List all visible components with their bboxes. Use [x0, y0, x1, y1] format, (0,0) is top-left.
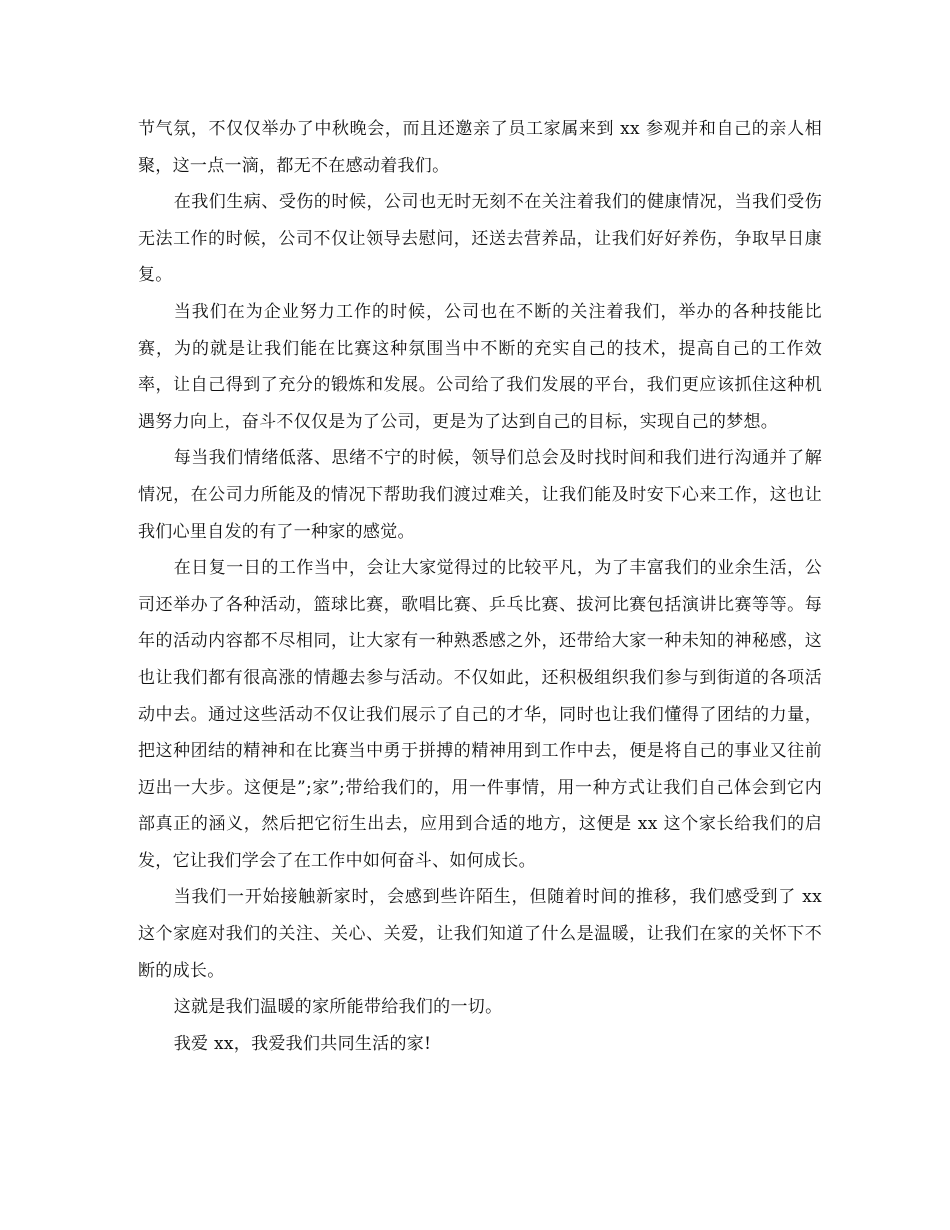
- paragraph-6: 当我们一开始接触新家时，会感到些许陌生，但随着时间的推移，我们感受到了 xx 这个家庭对我们的关注、关心、关爱，让我们知道了什么是温暖，让我们在家的关怀下不断的成长。: [138, 887, 822, 981]
- paragraph-1: 节气氛，不仅仅举办了中秋晚会，而且还邀亲了员工家属来到 xx 参观并和自己的亲人相聚，这一点一滴，都无不在感动着我们。: [138, 119, 822, 176]
- paragraph-7: 这就是我们温暖的家所能带给我们的一切。: [173, 997, 503, 1018]
- paragraph-4: 每当我们情绪低落、思绪不宁的时候，领导们总会及时找时间和我们进行沟通并了解情况，在公司力所能及的情况下帮助我们渡过难关，让我们能及时安下心来工作，这也让我们心里自发的有了一种家的感觉。: [138, 448, 822, 542]
- paragraph-3: 当我们在为企业努力工作的时候，公司也在不断的关注着我们，举办的各种技能比赛，为的就是让我们能在比赛这种氛围当中不断的充实自己的技术，提高自己的工作效率，让自己得到了充分的锻炼和发展。公司给了我们发展的平台，我们更应该抓住这种机遇努力向上，奋斗不仅仅是为了公司，更是为了达到自己的目标，实现自己的梦想。: [138, 301, 822, 432]
- paragraph-2: 在我们生病、受伤的时候，公司也无时无刻不在关注着我们的健康情况，当我们受伤无法工作的时候，公司不仅让领导去慰问，还送去营养品，让我们好好养伤，争取早日康复。: [138, 192, 822, 286]
- document-body: [138, 111, 822, 1062]
- paragraph-5: 在日复一日的工作当中，会让大家觉得过的比较平凡，为了丰富我们的业余生活，公司还举办了各种活动，篮球比赛，歌唱比赛、乒乓比赛、拔河比赛包括演讲比赛等等。每年的活动内容都不尽相同，让大家有一种熟悉感之外，还带给大家一种未知的神秘感，这也让我们都有很高涨的情趣去参与活动。不仅如此，还积极组织我们参与到街道的各项活动中去。通过这些活动不仅让我们展示了自己的才华，同时也让我们懂得了团结的力量，把这种团结的精神和在比赛当中勇于拼搏的精神用到工作中去，便是将自己的事业又往前迈出一大步。这便是”;家”;带给我们的，用一件事情，用一种方式让我们自己体会到它内部真正的涵义，然后把它衍生出去，应用到合适的地方，这便是 xx 这个家长给我们的启发，它让我们学会了在工作中如何奋斗、如何成长。: [138, 558, 822, 871]
- paragraph-8: 我爱 xx，我爱我们共同生活的家!: [173, 1033, 432, 1054]
